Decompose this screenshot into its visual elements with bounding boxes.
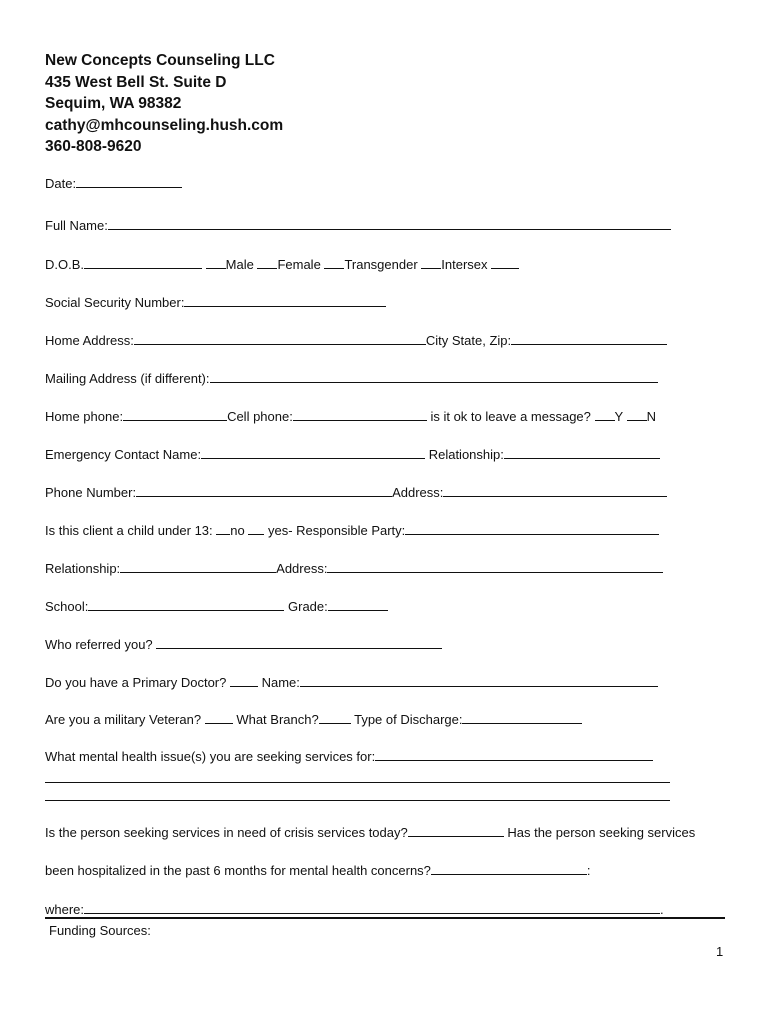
emergency-contact-row <box>45 446 660 463</box>
referred-row <box>45 636 442 653</box>
discharge-label: Type of Discharge: <box>354 712 463 727</box>
discharge-field[interactable] <box>462 711 582 724</box>
message-no-check[interactable] <box>627 408 647 421</box>
emergency-contact-label: Emergency Contact Name: <box>45 447 202 462</box>
child-row <box>45 522 659 539</box>
mental-health-label: What mental health issue(s) you are seeking services for: <box>45 749 376 764</box>
responsible-party-field[interactable] <box>405 522 659 535</box>
intersex-label: Intersex <box>441 257 488 272</box>
mental-health-line-3[interactable] <box>45 800 670 801</box>
child-label: Is this client a child under 13: <box>45 523 213 538</box>
phone-number-label: Phone Number: <box>45 485 137 500</box>
referred-field[interactable] <box>156 636 442 649</box>
leave-message-label: is it ok to leave a message? <box>430 409 591 424</box>
intersex-check-after[interactable] <box>491 256 519 269</box>
crisis-label: Is the person seeking services in need of crisis services today? <box>45 825 408 840</box>
page-number: 1 <box>716 944 724 959</box>
home-address-row <box>45 332 667 349</box>
female-label: Female <box>277 257 321 272</box>
relationship2-field[interactable] <box>120 560 276 573</box>
cell-phone-field[interactable] <box>293 408 427 421</box>
hospitalized-label-b: been hospitalized in the past 6 months for mental health concerns? <box>45 863 431 878</box>
phone-number-row <box>45 484 667 501</box>
date-field[interactable] <box>76 175 182 188</box>
home-address-field[interactable] <box>134 332 426 345</box>
letterhead <box>45 50 283 158</box>
grade-field[interactable] <box>328 598 388 611</box>
where-field[interactable] <box>84 901 660 914</box>
mailing-address-field[interactable] <box>210 370 658 383</box>
cell-phone-label: Cell phone: <box>227 409 293 424</box>
doctor-name-label: Name: <box>261 675 300 690</box>
funding-row <box>49 923 151 939</box>
message-yes-check[interactable] <box>595 408 615 421</box>
male-check[interactable] <box>206 256 226 269</box>
ssn-row <box>45 294 386 311</box>
home-phone-field[interactable] <box>123 408 227 421</box>
crisis-row <box>45 824 695 841</box>
date-label: Date: <box>45 176 77 191</box>
dob-field[interactable] <box>84 256 202 269</box>
where-row <box>45 901 664 918</box>
mental-health-line-2[interactable] <box>45 782 670 783</box>
message-yes-label: Y <box>614 409 623 424</box>
school-field[interactable] <box>88 598 284 611</box>
home-phone-label: Home phone: <box>45 409 124 424</box>
crisis-field[interactable] <box>408 824 504 837</box>
org-name: New Concepts Counseling LLC <box>45 52 275 69</box>
doctor-row <box>45 674 658 691</box>
where-period: . <box>660 902 664 917</box>
school-label: School: <box>45 599 89 614</box>
full-name-label: Full Name: <box>45 218 108 233</box>
where-label: where: <box>45 902 85 917</box>
doctor-name-field[interactable] <box>300 674 658 687</box>
dob-label: D.O.B. <box>45 257 85 272</box>
city-address: Sequim, WA 98382 <box>45 95 182 112</box>
ssn-field[interactable] <box>184 294 386 307</box>
email-address: cathy@mhcounseling.hush.com <box>45 116 284 134</box>
relationship-field[interactable] <box>504 446 660 459</box>
female-check[interactable] <box>257 256 277 269</box>
funding-label: Funding Sources: <box>49 923 151 938</box>
street-address: 435 West Bell St. Suite D <box>45 73 227 91</box>
doctor-check[interactable] <box>230 674 258 687</box>
dob-gender-row <box>45 256 519 273</box>
full-name-row <box>45 217 671 234</box>
ssn-label: Social Security Number: <box>45 295 185 310</box>
mailing-address-row <box>45 370 658 387</box>
relationship-label: Relationship: <box>428 447 504 462</box>
mental-health-row <box>45 748 653 765</box>
veteran-row <box>45 711 582 728</box>
mental-health-field[interactable] <box>375 748 653 761</box>
address2-field[interactable] <box>327 560 663 573</box>
full-name-field[interactable] <box>108 217 671 230</box>
child-no-label: no <box>230 523 245 538</box>
hospitalized-row <box>45 862 591 879</box>
city-state-zip-label: City State, Zip: <box>425 333 512 348</box>
child-yes-label: yes- Responsible Party: <box>268 523 406 538</box>
grade-label: Grade: <box>288 599 328 614</box>
veteran-label: Are you a military Veteran? <box>45 712 202 727</box>
phone-number: 360-808-9620 <box>45 138 142 155</box>
hospitalized-colon: : <box>586 863 591 878</box>
intersex-check[interactable] <box>421 256 441 269</box>
relationship2-label: Relationship: <box>45 561 121 576</box>
doctor-label: Do you have a Primary Doctor? <box>45 675 227 690</box>
child-no-check[interactable] <box>216 522 230 535</box>
branch-field[interactable] <box>319 711 351 724</box>
male-label: Male <box>225 257 254 272</box>
relationship2-row <box>45 560 663 577</box>
address2-label: Address: <box>276 561 328 576</box>
home-address-label: Home Address: <box>45 333 134 348</box>
phone-row <box>45 408 656 425</box>
date-row <box>45 175 182 192</box>
transgender-check[interactable] <box>324 256 344 269</box>
referred-label: Who referred you? <box>45 637 153 652</box>
branch-label: What Branch? <box>236 712 319 727</box>
school-row <box>45 598 388 615</box>
transgender-label: Transgender <box>344 257 418 272</box>
section-divider <box>45 917 725 919</box>
message-no-label: N <box>646 409 656 424</box>
mailing-address-label: Mailing Address (if different): <box>45 371 210 386</box>
phone-number-field[interactable] <box>136 484 392 497</box>
emergency-contact-field[interactable] <box>201 446 425 459</box>
veteran-check[interactable] <box>205 711 233 724</box>
address-label: Address: <box>392 485 444 500</box>
hospitalized-label-a: Has the person seeking services <box>507 825 696 840</box>
hospitalized-field[interactable] <box>431 862 587 875</box>
address-field[interactable] <box>443 484 667 497</box>
child-yes-check[interactable] <box>248 522 264 535</box>
city-state-zip-field[interactable] <box>511 332 667 345</box>
